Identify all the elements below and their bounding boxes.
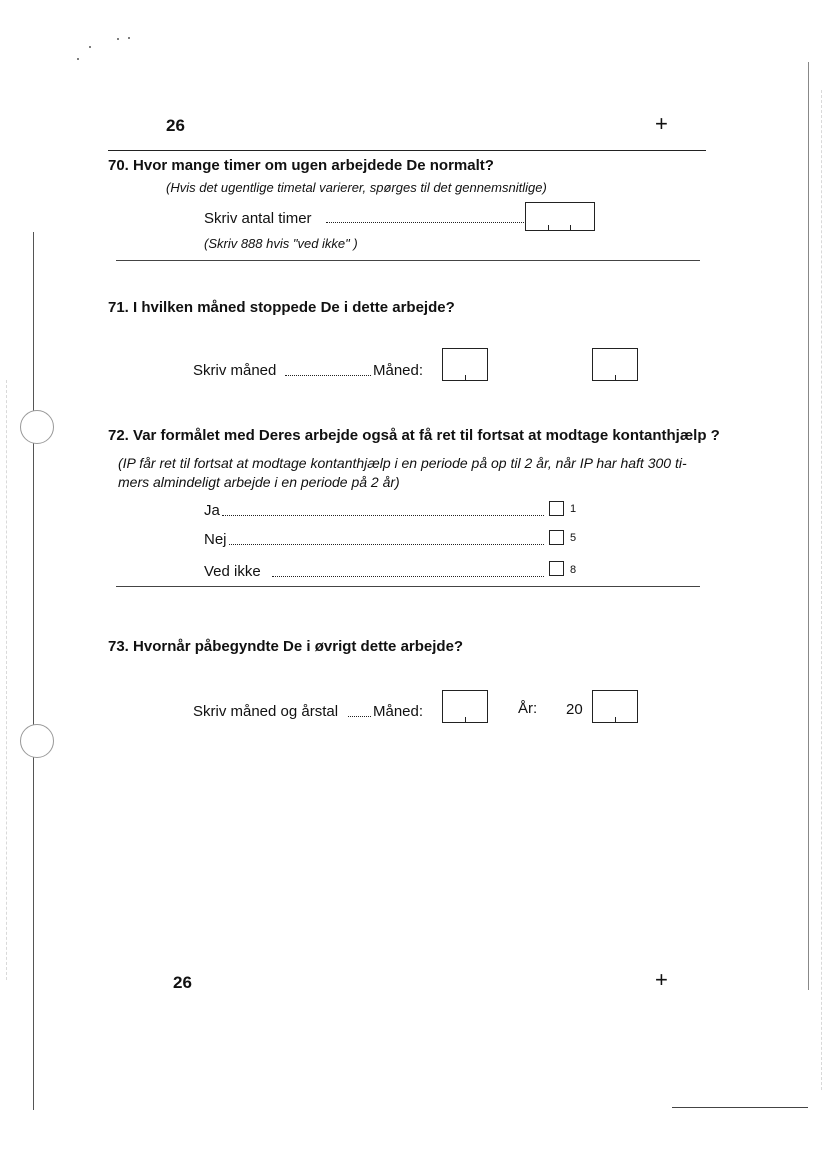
q73-year-field[interactable] (592, 690, 638, 723)
q73-dot-leader (348, 716, 371, 717)
digit-separator (465, 375, 466, 380)
page-number-bottom: 26 (173, 973, 192, 992)
header-rule (108, 150, 706, 151)
q70-hours-field[interactable] (525, 202, 595, 231)
scan-speck (89, 46, 91, 48)
q73-year-label: År: (518, 700, 538, 717)
q70-note: (Hvis det ugentlige timetal varierer, spørges til det gennemsnitlige) (166, 180, 547, 195)
q72-code-ja: 1 (570, 503, 577, 515)
q71-month-label: Måned: (373, 362, 424, 379)
q72-option-label-ja: Ja (204, 502, 220, 519)
q72-dot-leader-nej (229, 544, 544, 545)
q72-dot-leader-ja (222, 515, 544, 516)
registration-plus-bottom: + (655, 967, 668, 992)
q70-title: 70. Hvor mange timer om ugen arbejdede De normalt? (108, 157, 494, 174)
q73-input-label: Skriv måned og årstal (193, 703, 339, 720)
right-scan-dashes (821, 90, 822, 1090)
digit-separator (570, 225, 571, 230)
q71-month-field[interactable] (442, 348, 488, 381)
q72-title: 72. Var formålet med Deres arbejde også at få ret til fortsat at modtage kontanthjælp ? (108, 427, 720, 444)
q72-checkbox-nej[interactable] (549, 530, 564, 545)
page-number-top: 26 (166, 116, 185, 135)
left-scan-dashes (6, 380, 7, 980)
q72-dot-leader-ved-ikke (272, 576, 544, 577)
q72-note-line1: (IP får ret til fortsat at modtage kontanthjælp i en periode på op til 2 år, når IP har haft 300 ti- (118, 455, 687, 471)
q72-checkbox-ja[interactable] (549, 501, 564, 516)
digit-separator (615, 375, 616, 380)
digit-separator (465, 717, 466, 722)
q73-month-label: Måned: (373, 703, 424, 720)
right-edge-line (808, 62, 809, 990)
scan-speck (128, 37, 130, 39)
q72-note-line2: mers almindeligt arbejde i en periode på 2 år) (118, 474, 400, 490)
binder-margin-line (33, 232, 34, 1110)
registration-plus-top: + (655, 111, 668, 136)
digit-separator (548, 225, 549, 230)
punch-hole-top (20, 410, 54, 444)
q71-dot-leader (285, 375, 371, 376)
q70-divider (116, 260, 700, 261)
q72-code-ved-ikke: 8 (570, 564, 577, 576)
q70-input-label: Skriv antal timer (204, 210, 312, 227)
q71-input-label: Skriv måned (193, 362, 277, 379)
q72-option-label-ved-ikke: Ved ikke (204, 563, 261, 580)
q70-hint: (Skriv 888 hvis "ved ikke" ) (204, 236, 358, 251)
q72-checkbox-ved-ikke[interactable] (549, 561, 564, 576)
q71-extra-field[interactable] (592, 348, 638, 381)
bottom-right-rule (672, 1107, 808, 1108)
scan-speck (77, 58, 79, 60)
q72-code-nej: 5 (570, 532, 577, 544)
q72-option-label-nej: Nej (204, 531, 227, 548)
punch-hole-bottom (20, 724, 54, 758)
q71-title: 71. I hvilken måned stoppede De i dette arbejde? (108, 299, 455, 316)
q73-year-prefix: 20 (566, 701, 583, 718)
q70-dot-leader (326, 222, 524, 223)
q72-divider (116, 586, 700, 587)
q73-month-field[interactable] (442, 690, 488, 723)
digit-separator (615, 717, 616, 722)
scan-speck (117, 38, 119, 40)
q73-title: 73. Hvornår påbegyndte De i øvrigt dette arbejde? (108, 638, 464, 655)
